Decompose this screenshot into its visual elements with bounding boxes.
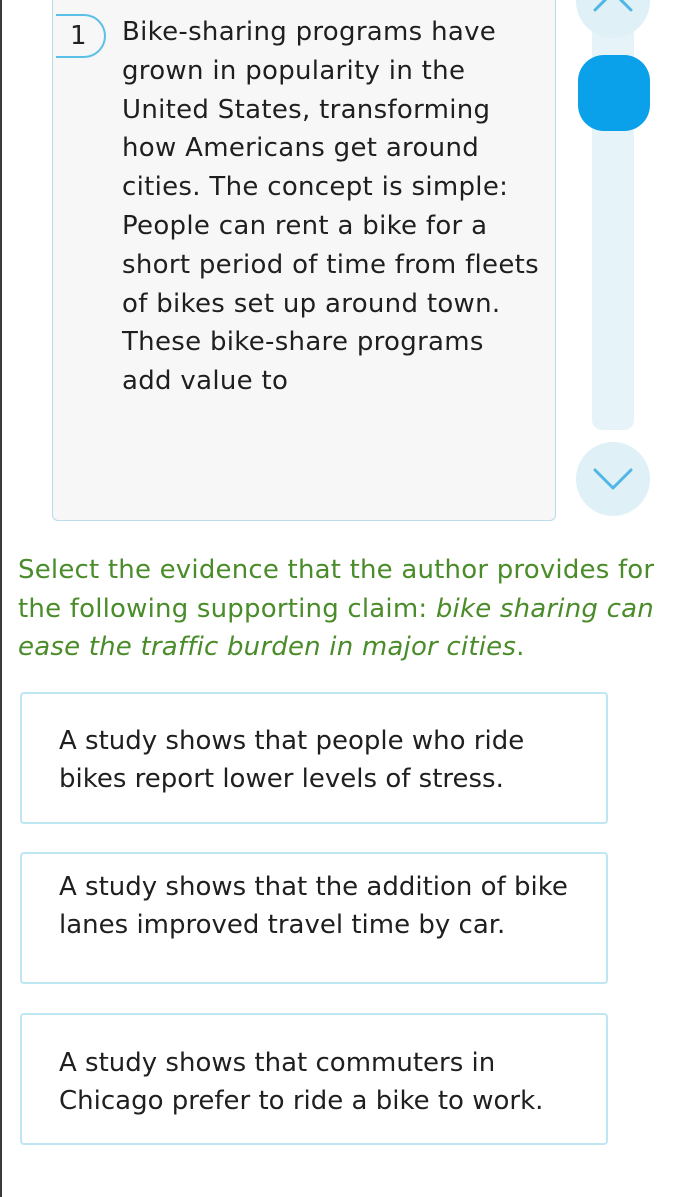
answer-option-3[interactable] bbox=[20, 1013, 608, 1145]
answer-option-1[interactable] bbox=[20, 692, 608, 824]
passage-text: Bike-sharing programs have grown in popularity in the United States, transforming how Americans get around cities. The concept is simple: People can rent a bike for a short period of time from fleets of bikes set up around town. These bike-share programs add value to bbox=[122, 17, 539, 397]
question-prompt bbox=[18, 551, 683, 667]
chevron-down-icon bbox=[576, 442, 650, 516]
scroll-down-button[interactable] bbox=[576, 442, 650, 516]
supporting-claim: bike sharing can ease the traffic burden in major cities bbox=[18, 593, 654, 662]
answer-option-label: A study shows that people who ride bikes report lower levels of stress. bbox=[59, 726, 525, 794]
answer-option-label: A study shows that the addition of bike lanes improved travel time by car. bbox=[59, 872, 568, 940]
scroll-thumb[interactable] bbox=[578, 55, 650, 131]
question-text: Select the evidence that the author provides for the following supporting claim: bbox=[18, 555, 655, 624]
chevron-up-icon bbox=[576, 0, 650, 38]
answer-option-2[interactable] bbox=[20, 852, 608, 984]
paragraph-number-badge: 1 bbox=[56, 14, 106, 58]
left-divider bbox=[0, 0, 2, 1197]
question-end: . bbox=[516, 632, 525, 662]
scroll-up-button[interactable] bbox=[576, 0, 650, 38]
answer-option-label: A study shows that commuters in Chicago prefer to ride a bike to work. bbox=[59, 1048, 544, 1116]
